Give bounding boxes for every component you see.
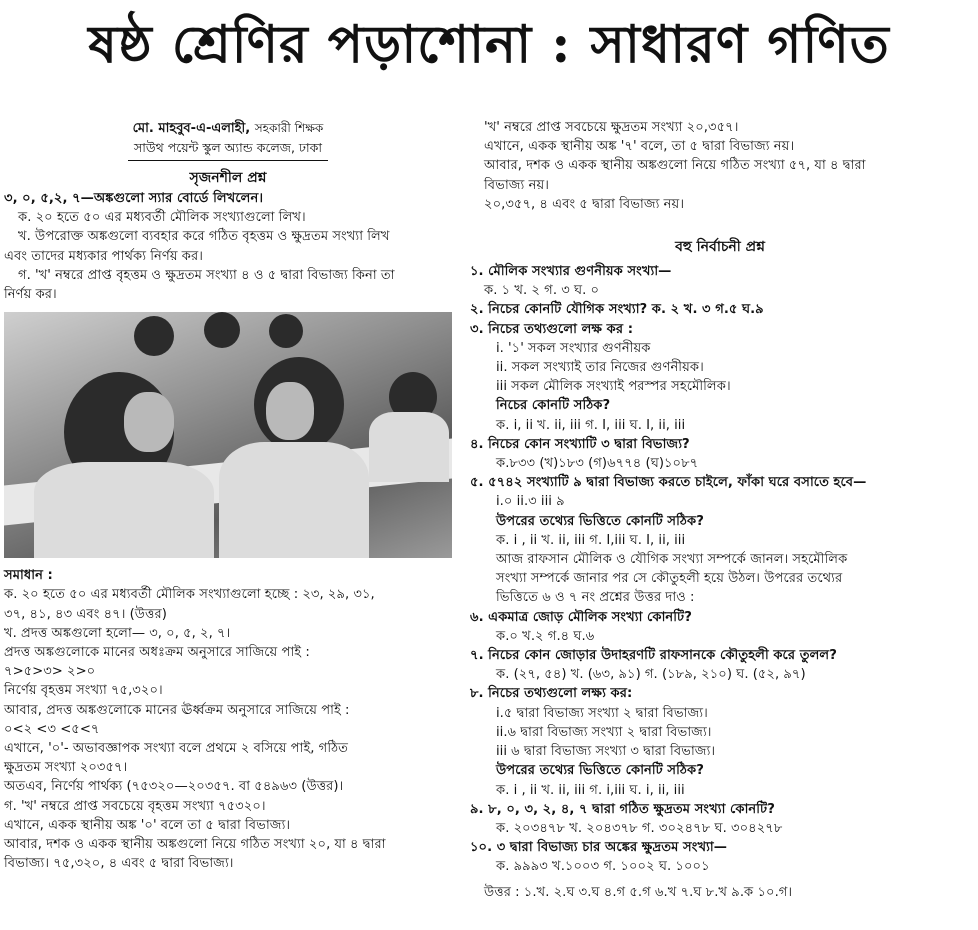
solution-cont-line: ২০,৩৫৭, ৪ এবং ৫ দ্বারা বিভাজ্য নয়। bbox=[484, 196, 685, 212]
mcq-line: ক. i , ii খ. ii, iii গ. i,iii ঘ. i, ii, iii bbox=[496, 782, 685, 798]
mcq-line: উপরের তথ্যের ভিত্তিতে কোনটি সঠিক? bbox=[496, 513, 704, 529]
mcq-line: ১০. ৩ দ্বারা বিভাজ্য চার অঙ্কের ক্ষুদ্রতম সংখ্যা— bbox=[470, 840, 727, 856]
mcq-answers: উত্তর : ১.খ. ২.ঘ ৩.ঘ ৪.গ ৫.গ ৬.খ ৭.ঘ ৮.খ ৯.ক ১০.গ। bbox=[484, 884, 793, 900]
mcq-line: আজ রাফসান মৌলিক ও যৌগিক সংখ্যা সম্পর্কে জানল। সহমৌলিক bbox=[496, 552, 848, 568]
page-headline: ষষ্ঠ শ্রেণির পড়াশোনা : সাধারণ গণিত bbox=[88, 14, 890, 75]
author-school: সাউথ পয়েন্ট স্কুল অ্যান্ড কলেজ, ঢাকা bbox=[134, 140, 322, 155]
byline-divider bbox=[128, 160, 328, 161]
mcq-line: ২. নিচের কোনটি যৌগিক সংখ্যা? ক. ২ খ. ৩ গ.৫ ঘ.৯ bbox=[470, 302, 764, 318]
creative-line: এবং তাদের মধ্যকার পার্থক্য নির্ণয় কর। bbox=[4, 248, 204, 264]
mcq-heading: বহু নির্বাচনী প্রশ্ন bbox=[675, 239, 765, 256]
solution-cont-line: আবার, দশক ও একক স্থানীয় অঙ্কগুলো নিয়ে গঠিত সংখ্যা ৫৭, যা ৪ দ্বারা bbox=[484, 158, 866, 174]
mcq-line: উপরের তথ্যের ভিত্তিতে কোনটি সঠিক? bbox=[496, 763, 704, 779]
mcq-line: ৪. নিচের কোন সংখ্যাটি ৩ দ্বারা বিভাজ্য? bbox=[470, 436, 690, 452]
mcq-line: ৬. একমাত্র জোড় মৌলিক সংখ্যা কোনটি? bbox=[470, 609, 692, 625]
mcq-line: ৮. নিচের তথ্যগুলো লক্ষ্য কর: bbox=[470, 686, 633, 702]
solution-line: খ. প্রদত্ত অঙ্কগুলো হলো— ৩, ০, ৫, ২, ৭। bbox=[4, 625, 231, 641]
mcq-line: ক. i, ii খ. ii, iii গ. I, iii ঘ. I, ii, iii bbox=[496, 417, 686, 433]
mcq-line: সংখ্যা সম্পর্কে জানার পর সে কৌতুহলী হয়ে উঠল। উপরের তথ্যের bbox=[496, 571, 843, 587]
solution-line: ০<২ <৩ <৫<৭ bbox=[4, 721, 100, 737]
solution-heading: সমাধান : bbox=[4, 568, 53, 584]
mcq-line: iii সকল মৌলিক সংখ্যাই পরস্পর সহমৌলিক। bbox=[496, 379, 731, 395]
mcq-line: ১. মৌলিক সংখ্যার গুণনীয়ক সংখ্যা— bbox=[470, 264, 672, 280]
mcq-line: নিচের কোনটি সঠিক? bbox=[496, 398, 611, 414]
solution-line: ৩৭, ৪১, ৪৩ এবং ৪৭। (উত্তর) bbox=[4, 606, 167, 622]
solution-line: ৭>৫>৩> ২>০ bbox=[4, 664, 96, 680]
solution-line: এখানে, '০'- অভাবজ্ঞাপক সংখ্যা বলে প্রথমে ২ বসিয়ে পাই, গঠিত bbox=[4, 741, 349, 757]
mcq-line: ক. i , ii খ. ii, iii গ. I,iii ঘ. I, ii, iii bbox=[496, 532, 686, 548]
mcq-line: ভিত্তিতে ৬ ও ৭ নং প্রশ্নের উত্তর দাও : bbox=[496, 590, 695, 606]
mcq-line: ক. ১ খ. ২ গ. ৩ ঘ. ০ bbox=[484, 283, 600, 299]
mcq-line: ii.৬ দ্বারা বিভাজ্য সংখ্যা ২ দ্বারা বিভাজ্য। bbox=[496, 724, 712, 740]
solution-cont-line: এখানে, একক স্থানীয় অঙ্ক '৭' বলে, তা ৫ দ্বারা বিভাজ্য নয়। bbox=[484, 139, 795, 155]
solution-line: এখানে, একক স্থানীয় অঙ্ক '০' বলে তা ৫ দ্বারা বিভাজ্য। bbox=[4, 817, 291, 833]
mcq-line: ক. ২০৩৪৭৮ খ. ২০৪৩৭৮ গ. ৩০২৪৭৮ ঘ. ৩০৪২৭৮ bbox=[496, 820, 783, 836]
creative-line: ক. ২০ হতে ৫০ এর মধ্যবর্তী মৌলিক সংখ্যাগুলো লিখ। bbox=[18, 210, 306, 226]
students-exam-photo bbox=[4, 312, 452, 558]
solution-line: প্রদত্ত অঙ্কগুলোকে মানের অধঃক্রম অনুসারে সাজিয়ে পাই : bbox=[4, 645, 310, 661]
solution-line: গ. 'খ' নম্বরে প্রাপ্ত সবচেয়ে বৃহত্তম সংখ্যা ৭৫৩২০। bbox=[4, 798, 266, 814]
mcq-line: ক. (২৭, ৫৪) খ. (৬৩, ৯১) গ. (১৮৯, ২১০) ঘ. (৫২, ৯৭) bbox=[496, 667, 806, 683]
mcq-line: i.৫ দ্বারা বিভাজ্য সংখ্যা ২ দ্বারা বিভাজ্য। bbox=[496, 705, 708, 721]
mcq-line: ৯. ৮, ০, ৩, ২, ৪, ৭ দ্বারা গঠিত ক্ষুদ্রতম সংখ্যা কোনটি? bbox=[470, 801, 775, 817]
solution-cont-line: 'খ' নম্বরে প্রাপ্ত সবচেয়ে ক্ষুদ্রতম সংখ্যা ২০,৩৫৭। bbox=[484, 120, 739, 135]
solution-line: নির্ণেয় বৃহত্তম সংখ্যা ৭৫,৩২০। bbox=[4, 683, 163, 699]
mcq-line: i.০ ii.৩ iii ৯ bbox=[496, 494, 565, 510]
mcq-line: iii ৬ দ্বারা বিভাজ্য সংখ্যা ৩ দ্বারা বিভাজ্য। bbox=[496, 744, 716, 760]
solution-line: ক্ষুদ্রতম সংখ্যা ২০৩৫৭। bbox=[4, 760, 128, 776]
mcq-list bbox=[470, 262, 970, 877]
solution-line: অতএব, নির্ণেয় পার্থক্য (৭৫৩২০—২০৩৫৭. বা ৫৪৯৬৩ (উত্তর)। bbox=[4, 779, 344, 795]
mcq-line: i. '১' সকল সংখ্যার গুণনীয়ক bbox=[496, 340, 651, 356]
author-role: সহকারী শিক্ষক bbox=[254, 121, 324, 135]
right-column bbox=[470, 118, 970, 902]
mcq-line: ক. ৯৯৯৩ খ.১০০৩ গ. ১০০২ ঘ. ১০০১ bbox=[496, 859, 710, 875]
mcq-line: ৫. ৫৭৪২ সংখ্যাটি ৯ দ্বারা বিভাজ্য করতে চাইলে, ফাঁকা ঘরে বসাতে হবে— bbox=[470, 475, 867, 491]
solution-line: বিভাজ্য। ৭৫,৩২০, ৪ এবং ৫ দ্বারা বিভাজ্য। bbox=[4, 856, 234, 872]
author-byline bbox=[4, 118, 452, 139]
mcq-line: ৭. নিচের কোন জোড়ার উদাহরণটি রাফসানকে কৌতুহলী করে তুলল? bbox=[470, 648, 837, 664]
left-column bbox=[4, 118, 452, 873]
solution-line: আবার, দশক ও একক স্থানীয় অঙ্কগুলো নিয়ে গঠিত সংখ্যা ২০, যা ৪ দ্বারা bbox=[4, 837, 386, 853]
solution-line: আবার, প্রদত্ত অঙ্কগুলোকে মানের ঊর্ধ্বক্রম অনুসারে সাজিয়ে পাই : bbox=[4, 702, 350, 718]
author-name: মো. মাহবুব-এ-এলাহী, bbox=[132, 121, 251, 136]
creative-line: খ. উপরোক্ত অঙ্কগুলো ব্যবহার করে গঠিত বৃহত্তম ও ক্ষুদ্রতম সংখ্যা লিখ bbox=[18, 229, 390, 245]
mcq-line: ii. সকল সংখ্যাই তার নিজের গুণনীয়ক। bbox=[496, 360, 704, 376]
creative-line: নির্ণয় কর। bbox=[4, 287, 57, 303]
mcq-line: ক.০ খ.২ গ.৪ ঘ.৬ bbox=[496, 628, 595, 644]
creative-heading: সৃজনশীল প্রশ্ন bbox=[189, 170, 267, 186]
solution-line: ক. ২০ হতে ৫০ এর মধ্যবর্তী মৌলিক সংখ্যাগুলো হচ্ছে : ২৩, ২৯, ৩১, bbox=[4, 587, 375, 603]
mcq-line: ক.৮৩৩ (খ)১৮৩ (গ)৬৭৭৪ (ঘ)১০৮৭ bbox=[496, 456, 699, 472]
creative-line: গ. 'খ' নম্বরে প্রাপ্ত বৃহত্তম ও ক্ষুদ্রতম সংখ্যা ৪ ও ৫ দ্বারা বিভাজ্য কিনা তা bbox=[18, 267, 395, 283]
creative-stem: ৩, ০, ৫,২, ৭—অঙ্কগুলো স্যার বোর্ডে লিখলেন। bbox=[4, 191, 264, 206]
solution-cont-line: বিভাজ্য নয়। bbox=[484, 177, 549, 193]
mcq-line: ৩. নিচের তথ্যগুলো লক্ষ কর : bbox=[470, 321, 634, 337]
